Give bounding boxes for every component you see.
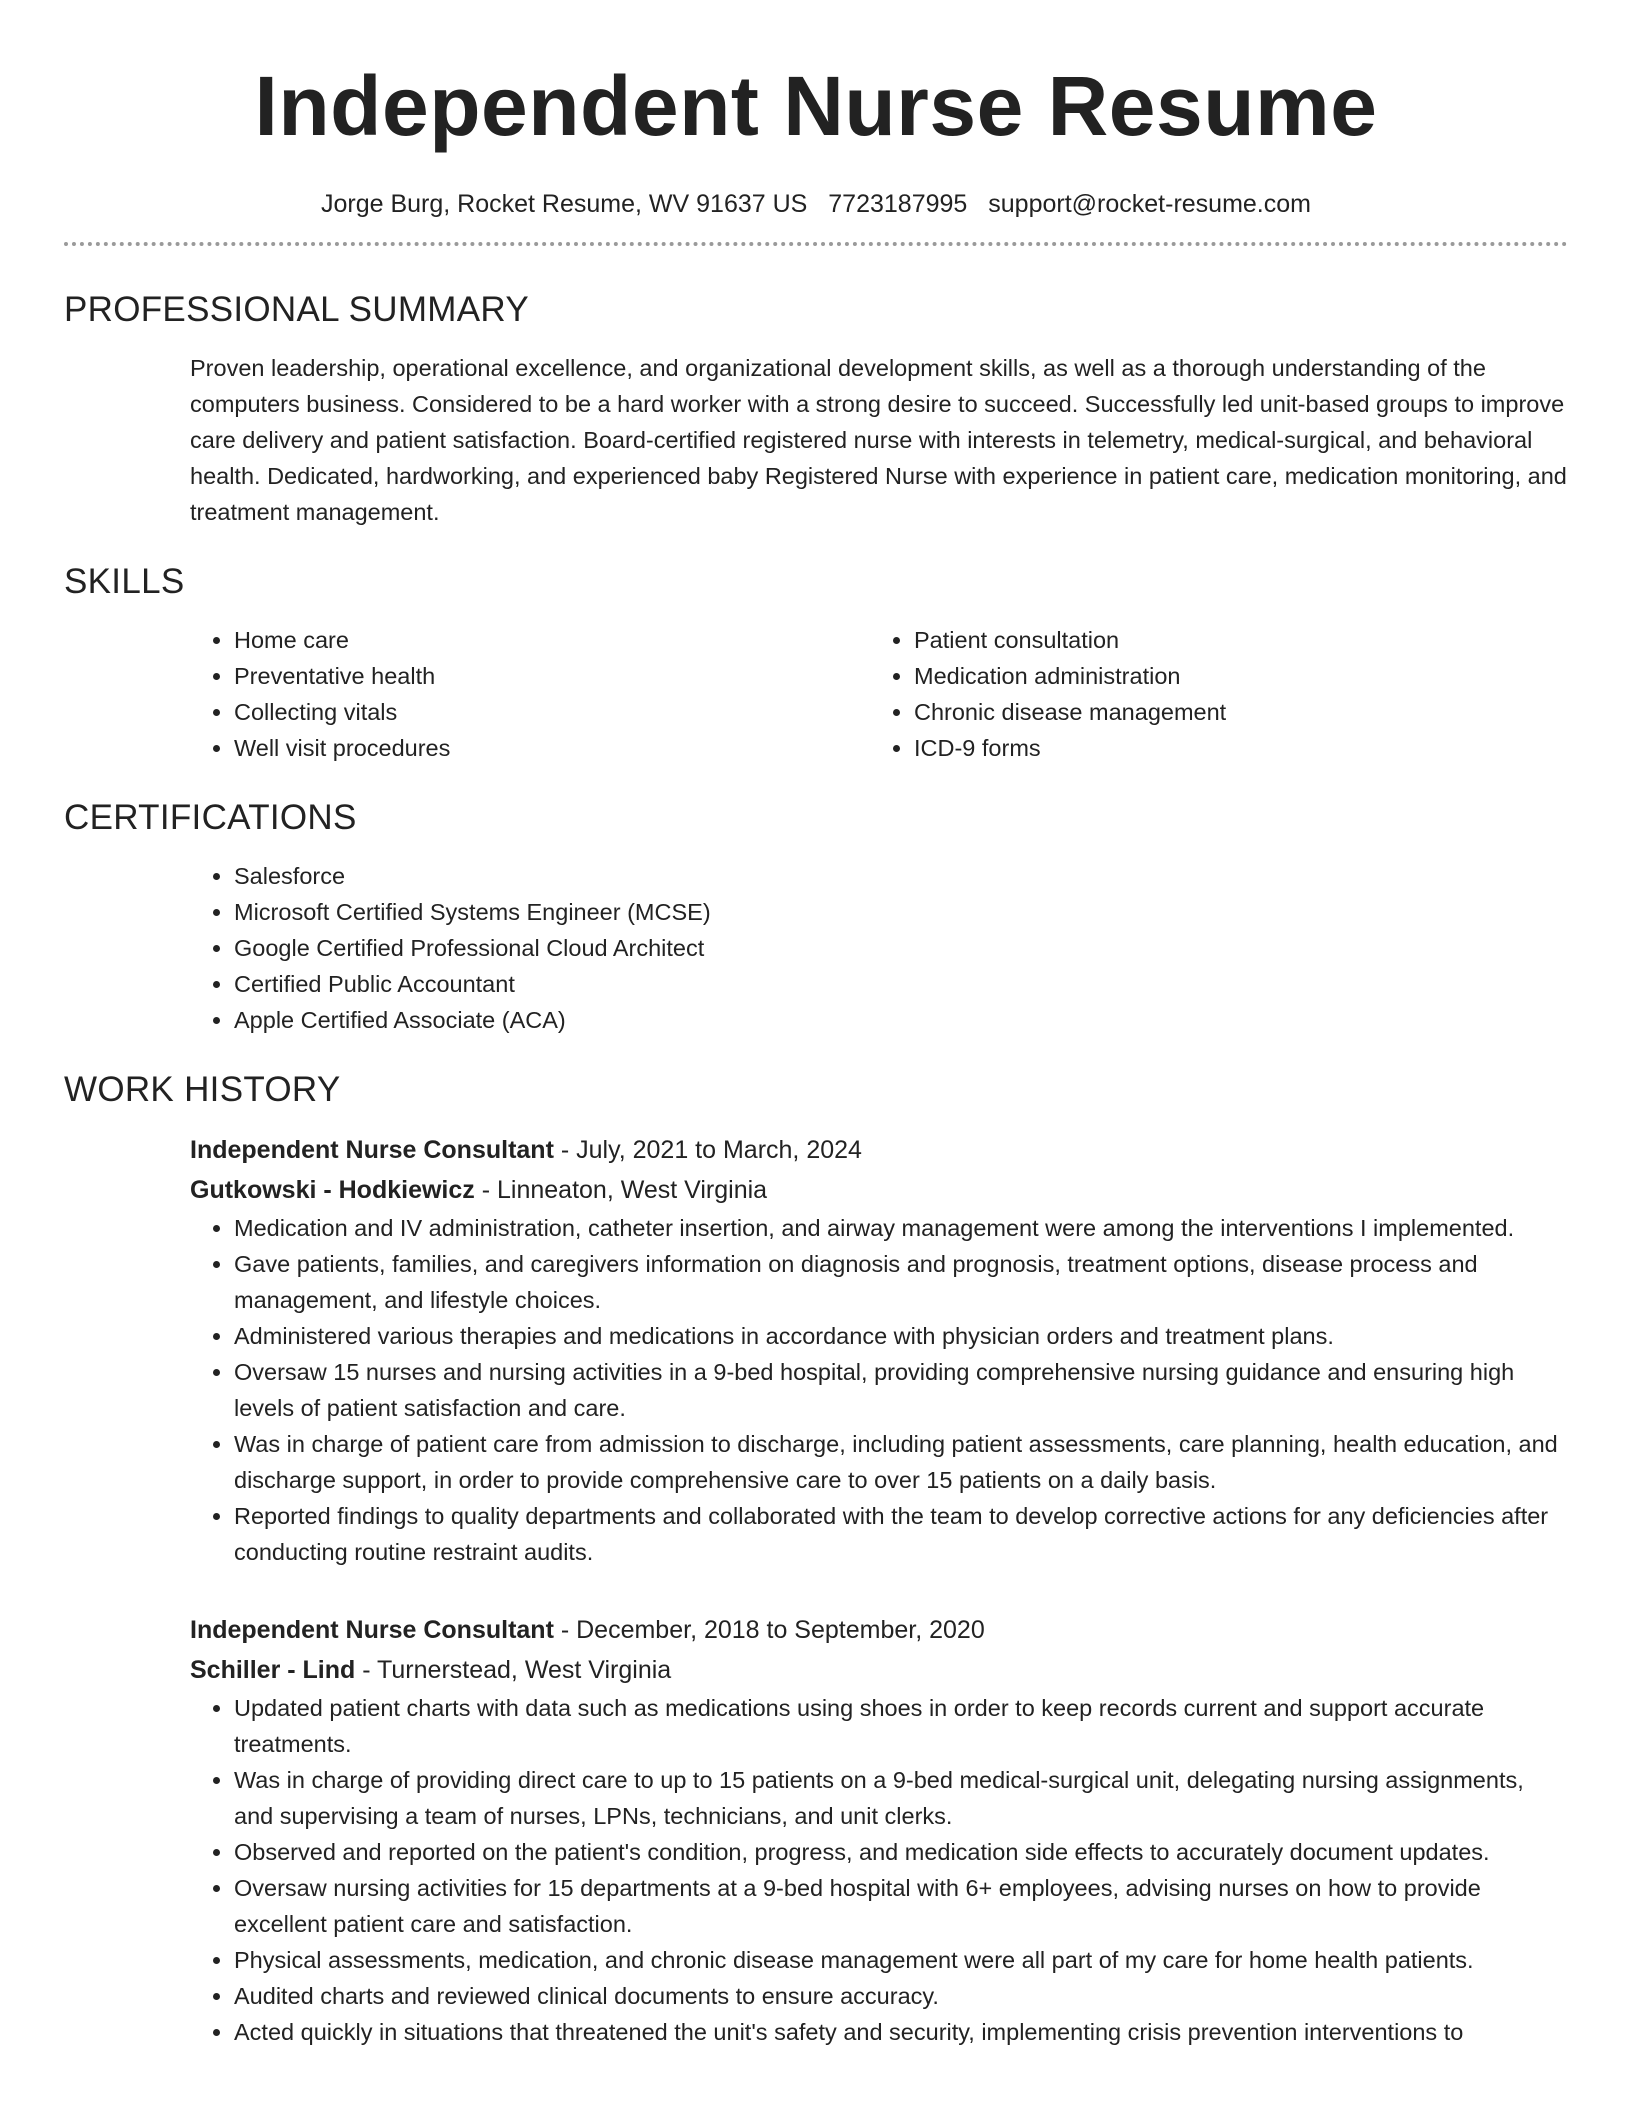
job-duty-item: • Oversaw nursing activities for 15 departments at a 9-bed hospital with 6+ employees, advising nurses on how to provide excellent patient care and satisfaction.	[234, 1870, 1568, 1942]
skills-list-left	[190, 622, 870, 766]
job-title: Independent Nurse Consultant	[190, 1136, 554, 1164]
skill-item: • Patient consultation	[914, 622, 1550, 658]
skills-section	[64, 560, 1568, 766]
skills-column-right	[870, 622, 1550, 766]
skills-column-left	[190, 622, 870, 766]
summary-heading: PROFESSIONAL SUMMARY	[64, 290, 529, 329]
job-duty-item: • Oversaw 15 nurses and nursing activities in a 9-bed hospital, providing comprehensive nursing guidance and ensuring high levels of patient satisfaction and care.	[234, 1354, 1568, 1426]
job-entry	[190, 1610, 1568, 2050]
skill-item: • ICD-9 forms	[914, 730, 1550, 766]
job-duty-item: • Administered various therapies and medications in accordance with physician orders and treatment plans.	[234, 1318, 1568, 1354]
job-duty-item: • Medication and IV administration, catheter insertion, and airway management were among the interventions I implemented.	[234, 1210, 1568, 1246]
job-location: - Turnerstead, West Virginia	[355, 1656, 672, 1684]
contact-email: support@rocket-resume.com	[988, 190, 1311, 218]
skills-heading: SKILLS	[64, 562, 185, 601]
header-divider	[64, 242, 1568, 246]
skill-item: • Medication administration	[914, 658, 1550, 694]
skill-item: • Collecting vitals	[234, 694, 870, 730]
job-duty-item: • Was in charge of providing direct care to up to 15 patients on a 9-bed medical-surgical unit, delegating nursing assignments, and supervising a team of nurses, LPNs, technicians, and unit clerks.	[234, 1762, 1568, 1834]
resume-page	[64, 0, 1568, 2050]
contact-line	[64, 188, 1568, 220]
skill-item: • Preventative health	[234, 658, 870, 694]
job-company-line	[190, 1170, 1568, 1210]
contact-phone: 7723187995	[828, 190, 968, 218]
job-dates: - July, 2021 to March, 2024	[553, 1136, 862, 1164]
job-title-line	[190, 1130, 1568, 1170]
certification-item: • Microsoft Certified Systems Engineer (MCSE)	[234, 894, 1568, 930]
contact-address: Jorge Burg, Rocket Resume, WV 91637 US	[321, 190, 808, 218]
job-duty-item: • Acted quickly in situations that threatened the unit's safety and security, implementing crisis prevention interventions to	[234, 2014, 1568, 2050]
job-duty-item: • Audited charts and reviewed clinical documents to ensure accuracy.	[234, 1978, 1568, 2014]
resume-title: Independent Nurse Resume	[254, 59, 1378, 153]
skill-item: • Home care	[234, 622, 870, 658]
skills-list-right	[870, 622, 1550, 766]
summary-text: Proven leadership, operational excellence, and organizational development skills, as well as a thorough understanding of the computers business. Considered to be a hard worker with a strong desire to succeed. Successfully led unit-based groups to improve care delivery and patient satisfaction. Board-certified registered nurse with interests in telemetry, medical-surgical, and behavioral health. Dedicated, hardworking, and experienced baby Registered Nurse with experience in patient care, medication monitoring, and treatment management.	[190, 355, 1567, 525]
certification-item: • Google Certified Professional Cloud Architect	[234, 930, 1568, 966]
certifications-heading: CERTIFICATIONS	[64, 798, 357, 837]
job-duty-item: • Was in charge of patient care from admission to discharge, including patient assessments, care planning, health education, and discharge support, in order to provide comprehensive care to over 15 patients on a daily basis.	[234, 1426, 1568, 1498]
job-title-line	[190, 1610, 1568, 1650]
job-duty-item: • Observed and reported on the patient's condition, progress, and medication side effects to accurately document updates.	[234, 1834, 1568, 1870]
job-entry	[190, 1130, 1568, 1570]
job-company: Gutkowski - Hodkiewicz	[190, 1176, 475, 1204]
job-duties-list	[190, 1690, 1568, 2050]
job-title: Independent Nurse Consultant	[190, 1616, 554, 1644]
certification-item: • Salesforce	[234, 858, 1568, 894]
certifications-list-wrap	[190, 858, 1568, 1038]
skill-item: • Chronic disease management	[914, 694, 1550, 730]
job-dates: - December, 2018 to September, 2020	[553, 1616, 985, 1644]
job-duty-item: • Physical assessments, medication, and chronic disease management were all part of my care for home health patients.	[234, 1942, 1568, 1978]
job-company-line	[190, 1650, 1568, 1690]
summary-section	[64, 288, 1568, 530]
certifications-section	[64, 796, 1568, 1038]
job-duty-item: • Updated patient charts with data such as medications using shoes in order to keep records current and support accurate treatments.	[234, 1690, 1568, 1762]
skills-grid	[190, 622, 1568, 766]
certifications-list	[190, 858, 1568, 1038]
skill-item: • Well visit procedures	[234, 730, 870, 766]
job-company: Schiller - Lind	[190, 1656, 356, 1684]
job-location: - Linneaton, West Virginia	[474, 1176, 768, 1204]
job-duty-item: • Gave patients, families, and caregivers information on diagnosis and prognosis, treatment options, disease process and management, and lifestyle choices.	[234, 1246, 1568, 1318]
certification-item: • Certified Public Accountant	[234, 966, 1568, 1002]
work-history-section	[64, 1068, 1568, 2050]
work-history-heading: WORK HISTORY	[64, 1070, 341, 1109]
job-duty-item: • Reported findings to quality departments and collaborated with the team to develop corrective actions for any deficiencies after conducting routine restraint audits.	[234, 1498, 1568, 1570]
certification-item: • Apple Certified Associate (ACA)	[234, 1002, 1568, 1038]
job-duties-list	[190, 1210, 1568, 1570]
